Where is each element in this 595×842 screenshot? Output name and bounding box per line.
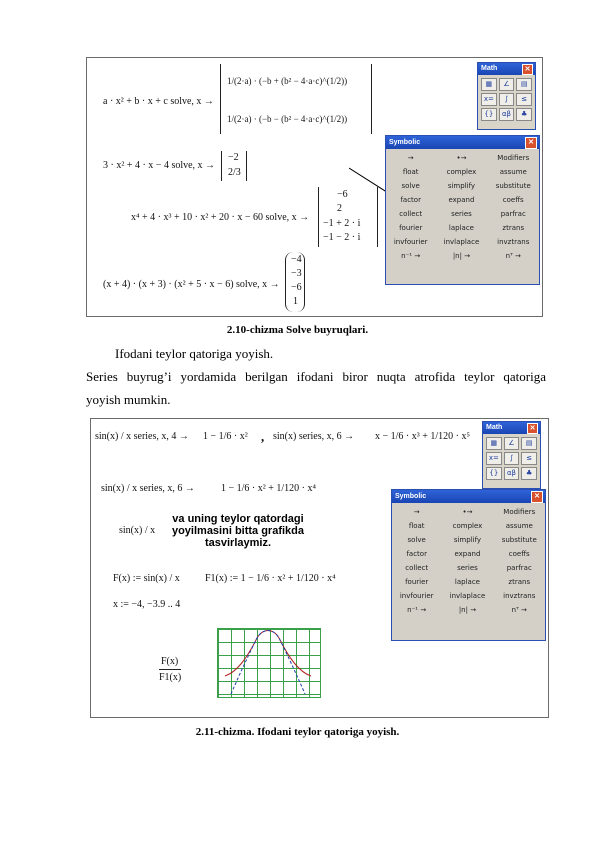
sym-invztrans[interactable]: invztrans: [503, 592, 536, 600]
sym-keyword-arrow[interactable]: •→: [456, 154, 467, 162]
eq3-root-4: −1 − 2 · i: [323, 232, 361, 243]
plot-label-top: F(x): [161, 656, 179, 667]
close-icon[interactable]: ✕: [522, 64, 533, 75]
eq4-root-2: −3: [291, 268, 302, 279]
eq4-root-3: −6: [291, 282, 302, 293]
sym-coeffs[interactable]: coeffs: [508, 550, 530, 558]
sym-factor[interactable]: factor: [400, 196, 421, 204]
section-heading: Ifodani teylor qatoriga yoyish.: [115, 346, 274, 361]
sym-solve[interactable]: solve: [401, 182, 420, 190]
sym-simplify[interactable]: simplify: [447, 182, 476, 190]
eq-c-rhs: 1 − 1/6 · x² + 1/120 · x⁴: [221, 483, 316, 494]
sym-simplify[interactable]: simplify: [453, 536, 482, 544]
symbolic-palette-title: Symbolic: [389, 139, 421, 146]
symbolic-grid: [392, 505, 545, 617]
eq-b-lhs: sin(x) series, x, 6 →: [273, 431, 355, 442]
derivative-icon[interactable]: x=: [486, 452, 502, 465]
figure1-caption: 2.10-chizma Solve buyruqlari.: [226, 324, 369, 336]
calculus-icon[interactable]: ∫: [499, 93, 515, 106]
symbolic-icon[interactable]: ♣: [516, 108, 532, 121]
plot-label-bottom: F1(x): [159, 672, 182, 683]
calculus-icon[interactable]: ∫: [504, 452, 520, 465]
sym-eval-arrow[interactable]: →: [413, 508, 420, 516]
symbolic-palette-title: Symbolic: [395, 493, 427, 500]
math-palette-title: Math: [486, 424, 503, 431]
eq1-root2: 1/(2·a) · (−b − (b² − 4·a·c)^(1/2)): [227, 114, 348, 124]
greek-icon[interactable]: αβ: [504, 467, 520, 480]
def-F: F(x) := sin(x) / x: [113, 573, 180, 584]
sym-expand[interactable]: expand: [448, 196, 475, 204]
sym-solve[interactable]: solve: [407, 536, 426, 544]
calculator-icon[interactable]: ▦: [481, 78, 497, 91]
sym-eval-arrow[interactable]: →: [407, 154, 414, 162]
math-palette[interactable]: [477, 62, 536, 130]
sym-complex[interactable]: complex: [452, 522, 483, 530]
def-F1: F1(x) := 1 − 1/6 · x² + 1/120 · x⁴: [205, 573, 336, 584]
sym-determinant[interactable]: |n| →: [452, 252, 471, 260]
note-text: [163, 513, 313, 549]
sym-complex[interactable]: complex: [446, 168, 477, 176]
sym-collect[interactable]: collect: [399, 210, 423, 218]
derivative-icon[interactable]: x=: [481, 93, 497, 106]
sym-transpose[interactable]: nᵀ →: [505, 252, 521, 260]
eq1-root1: 1/(2·a) · (−b + (b² − 4·a·c)^(1/2)): [227, 76, 348, 86]
sym-fourier[interactable]: fourier: [399, 224, 423, 232]
programming-icon[interactable]: {}: [481, 108, 497, 121]
sym-inverse[interactable]: n⁻¹ →: [407, 606, 427, 614]
separator: ,: [261, 429, 265, 444]
sym-invlaplace[interactable]: invlaplace: [443, 238, 480, 246]
sym-ztrans[interactable]: ztrans: [502, 224, 525, 232]
eq1-lhs: a · x² + b · x + c solve, x →: [103, 96, 214, 107]
sym-series[interactable]: series: [457, 564, 478, 572]
eq3-root-2: 2: [337, 203, 342, 214]
eq2-lhs: 3 · x² + 4 · x − 4 solve, x →: [103, 160, 216, 171]
sym-keyword-arrow[interactable]: •→: [462, 508, 473, 516]
eq4-lhs: (x + 4) · (x + 3) · (x² + 5 · x − 6) solve, x →: [103, 279, 280, 290]
sym-invztrans[interactable]: invztrans: [497, 238, 530, 246]
programming-icon[interactable]: {}: [486, 467, 502, 480]
sym-series[interactable]: series: [451, 210, 472, 218]
sym-substitute[interactable]: substitute: [501, 536, 537, 544]
eq1-bracket-right: [369, 64, 372, 134]
matrix-icon[interactable]: ▤: [521, 437, 537, 450]
sym-substitute[interactable]: substitute: [495, 182, 531, 190]
boolean-icon[interactable]: ≤: [521, 452, 537, 465]
calculator-icon[interactable]: ▦: [486, 437, 502, 450]
math-palette[interactable]: [482, 421, 541, 489]
sym-float[interactable]: float: [402, 168, 419, 176]
sym-parfrac[interactable]: parfrac: [506, 564, 532, 572]
figure-solve: [86, 57, 543, 317]
note-line-2: yoyilmasini bitta grafikda: [171, 525, 305, 537]
boolean-icon[interactable]: ≤: [516, 93, 532, 106]
eq3-lhs: x⁴ + 4 · x³ + 10 · x² + 20 · x − 60 solve, x →: [131, 212, 310, 223]
sym-float[interactable]: float: [408, 522, 425, 530]
sym-invfourier[interactable]: invfourier: [399, 592, 434, 600]
symbolic-grid: [386, 151, 539, 263]
symbolic-palette[interactable]: [385, 135, 540, 285]
graph-icon[interactable]: ∠: [499, 78, 515, 91]
sym-factor[interactable]: factor: [406, 550, 427, 558]
eq3-root-3: −1 + 2 · i: [323, 218, 361, 229]
eq-b-rhs: x − 1/6 · x³ + 1/120 · x⁵: [375, 431, 470, 442]
eq-c-lhs: sin(x) / x series, x, 6 →: [101, 483, 195, 494]
plot-label-divider: [159, 669, 181, 670]
math-palette-title: Math: [481, 65, 498, 72]
figure2-caption: 2.11-chizma. Ifodani teylor qatoriga yoyish.: [195, 726, 400, 738]
graph-icon[interactable]: ∠: [504, 437, 520, 450]
eq4-root-4: 1: [293, 296, 298, 307]
sym-expand[interactable]: expand: [454, 550, 481, 558]
eq3-root-1: −6: [337, 189, 348, 200]
eq4-root-1: −4: [291, 254, 302, 265]
eq-a-lhs: sin(x) / x series, x, 4 →: [95, 431, 189, 442]
plot-curves: [217, 628, 319, 696]
eq-a-rhs: 1 − 1/6 · x²: [203, 431, 248, 442]
sym-invlaplace[interactable]: invlaplace: [449, 592, 486, 600]
paragraph-line-1: Series buyrug’i yordamida berilgan ifodani biror nuqta atrofida teylor qatoriga: [86, 369, 546, 384]
close-icon[interactable]: ✕: [527, 423, 538, 434]
sym-coeffs[interactable]: coeffs: [502, 196, 524, 204]
symbolic-palette[interactable]: [391, 489, 546, 641]
note-expression: sin(x) / x: [119, 525, 156, 536]
greek-icon[interactable]: αβ: [499, 108, 515, 121]
paragraph-line-2: yoyish mumkin.: [86, 392, 171, 407]
note-line-3: tasvirlaymiz.: [204, 537, 272, 549]
range-def: x := −4, −3.9 .. 4: [113, 599, 181, 610]
sym-collect[interactable]: collect: [405, 564, 429, 572]
sym-modifiers[interactable]: Modifiers: [503, 508, 536, 516]
sym-laplace[interactable]: laplace: [454, 578, 480, 586]
sym-modifiers[interactable]: Modifiers: [497, 154, 530, 162]
close-icon[interactable]: ✕: [525, 137, 537, 149]
eq2-root1: −2: [228, 152, 239, 163]
sym-transpose[interactable]: nᵀ →: [511, 606, 527, 614]
eq2-root2: 2/3: [228, 167, 241, 178]
sym-fourier[interactable]: fourier: [405, 578, 429, 586]
note-line-1: va uning teylor qatordagi: [172, 513, 304, 525]
matrix-icon[interactable]: ▤: [516, 78, 532, 91]
sym-assume[interactable]: assume: [505, 522, 533, 530]
curve-F: [225, 631, 311, 677]
sym-assume[interactable]: assume: [499, 168, 527, 176]
sym-laplace[interactable]: laplace: [448, 224, 474, 232]
sym-invfourier[interactable]: invfourier: [393, 238, 428, 246]
sym-determinant[interactable]: |n| →: [458, 606, 477, 614]
close-icon[interactable]: ✕: [531, 491, 543, 503]
sym-parfrac[interactable]: parfrac: [500, 210, 526, 218]
symbolic-icon[interactable]: ♣: [521, 467, 537, 480]
figure-series: [90, 418, 549, 718]
sym-inverse[interactable]: n⁻¹ →: [401, 252, 421, 260]
sym-ztrans[interactable]: ztrans: [508, 578, 531, 586]
